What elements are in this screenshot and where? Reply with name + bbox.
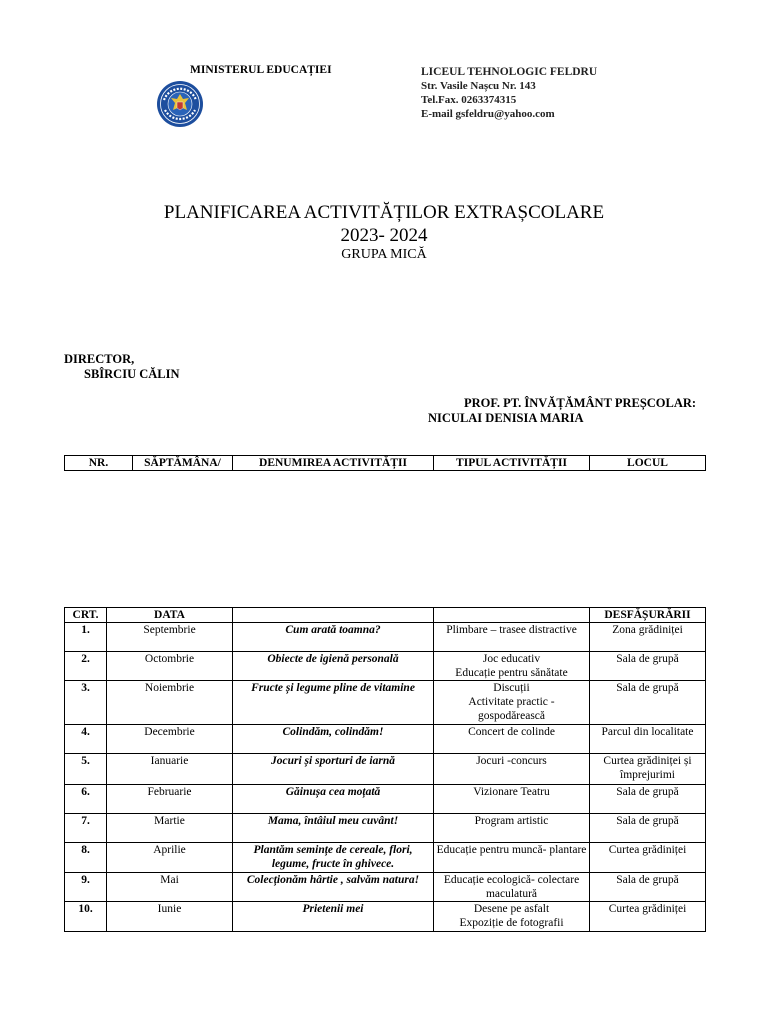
director-name: SBÎRCIU CĂLIN <box>84 367 180 381</box>
table-row <box>65 623 706 652</box>
row-number: 3. <box>65 681 107 725</box>
row-number: 9. <box>65 873 107 902</box>
row-month: Ianuarie <box>107 754 233 785</box>
row-activity: Plantăm semințe de cereale, flori, legume, fructe în ghivece. <box>233 843 434 873</box>
title-year: 2023- 2024 <box>340 225 428 246</box>
row-type: Discuții Activitate practic - gospodărească <box>434 681 590 725</box>
row-activity: Mama, întâiul meu cuvânt! <box>233 814 434 843</box>
school-name: LICEUL TEHNOLOGIC FELDRU <box>421 66 598 78</box>
school-email: E-mail gsfeldru@yahoo.com <box>421 108 555 120</box>
header-cell: TIPUL ACTIVITĂȚII <box>434 456 590 471</box>
header-cell: LOCUL <box>590 456 706 471</box>
row-number: 2. <box>65 652 107 681</box>
row-activity: Colecționăm hârtie , salvăm natura! <box>233 873 434 902</box>
header-cell: DATA <box>107 608 233 623</box>
document-title <box>0 201 768 247</box>
header-row-bottom <box>65 608 706 623</box>
row-month: Iunie <box>107 902 233 932</box>
row-type: Educație pentru muncă- plantare <box>434 843 590 873</box>
group-name: GRUPA MICĂ <box>341 247 427 262</box>
row-activity: Cum arată toamna? <box>233 623 434 652</box>
row-place: Curtea grădiniței <box>590 902 706 932</box>
row-month: Decembrie <box>107 725 233 754</box>
row-place: Sala de grupă <box>590 814 706 843</box>
row-month: Noiembrie <box>107 681 233 725</box>
row-activity: Obiecte de igienă personală <box>233 652 434 681</box>
row-number: 4. <box>65 725 107 754</box>
row-place: Sala de grupă <box>590 785 706 814</box>
school-info <box>421 65 597 121</box>
row-place: Zona grădiniței <box>590 623 706 652</box>
row-activity: Fructe și legume pline de vitamine <box>233 681 434 725</box>
teacher-name: NICULAI DENISIA MARIA <box>428 411 584 425</box>
row-place: Sala de grupă <box>590 681 706 725</box>
row-number: 7. <box>65 814 107 843</box>
row-place: Sala de grupă <box>590 873 706 902</box>
header-cell: CRT. <box>65 608 107 623</box>
director-label: DIRECTOR, <box>64 352 135 366</box>
row-type: Educație ecologică- colectare maculatură <box>434 873 590 902</box>
row-month: Mai <box>107 873 233 902</box>
row-place: Curtea grădiniței <box>590 843 706 873</box>
header-row-top <box>65 456 706 471</box>
table-row <box>65 785 706 814</box>
header-cell: SĂPTĂMÂNA/ <box>133 456 233 471</box>
row-month: Octombrie <box>107 652 233 681</box>
table-header-top <box>64 455 706 471</box>
row-type: Plimbare – trasee distractive <box>434 623 590 652</box>
table-row <box>65 843 706 873</box>
director-block <box>64 352 180 382</box>
table-row <box>65 902 706 932</box>
ministry-name: MINISTERUL EDUCAȚIEI <box>190 64 332 76</box>
row-type: Desene pe asfalt Expoziție de fotografii <box>434 902 590 932</box>
header-cell: NR. <box>65 456 133 471</box>
table-row <box>65 681 706 725</box>
row-type: Program artistic <box>434 814 590 843</box>
table-row <box>65 873 706 902</box>
school-phone: Tel.Fax. 0263374315 <box>421 94 517 106</box>
header-cell <box>233 608 434 623</box>
row-place: Curtea grădiniței și împrejurimi <box>590 754 706 785</box>
table-row <box>65 754 706 785</box>
row-type: Concert de colinde <box>434 725 590 754</box>
row-place: Parcul din localitate <box>590 725 706 754</box>
row-activity: Prietenii mei <box>233 902 434 932</box>
table-row <box>65 725 706 754</box>
row-number: 1. <box>65 623 107 652</box>
government-seal-icon <box>156 80 204 128</box>
row-type: Vizionare Teatru <box>434 785 590 814</box>
activities-table <box>64 607 706 932</box>
teacher-label: PROF. PT. ÎNVĂȚĂMÂNT PREȘCOLAR: <box>464 396 697 410</box>
row-number: 6. <box>65 785 107 814</box>
row-number: 8. <box>65 843 107 873</box>
row-type: Jocuri -concurs <box>434 754 590 785</box>
row-activity: Găinușa cea moțată <box>233 785 434 814</box>
table-row <box>65 652 706 681</box>
row-activity: Jocuri și sporturi de iarnă <box>233 754 434 785</box>
row-number: 5. <box>65 754 107 785</box>
school-address: Str. Vasile Nașcu Nr. 143 <box>421 80 536 92</box>
table-row <box>65 814 706 843</box>
row-month: Februarie <box>107 785 233 814</box>
row-month: Aprilie <box>107 843 233 873</box>
row-number: 10. <box>65 902 107 932</box>
row-place: Sala de grupă <box>590 652 706 681</box>
row-activity: Colindăm, colindăm! <box>233 725 434 754</box>
header-cell <box>434 608 590 623</box>
row-type: Joc educativ Educație pentru sănătate <box>434 652 590 681</box>
row-month: Martie <box>107 814 233 843</box>
header-cell: DESFĂȘURĂRII <box>590 608 706 623</box>
title-line-1: PLANIFICAREA ACTIVITĂȚILOR EXTRAȘCOLARE <box>163 202 605 223</box>
row-month: Septembrie <box>107 623 233 652</box>
header-cell: DENUMIREA ACTIVITĂȚII <box>233 456 434 471</box>
